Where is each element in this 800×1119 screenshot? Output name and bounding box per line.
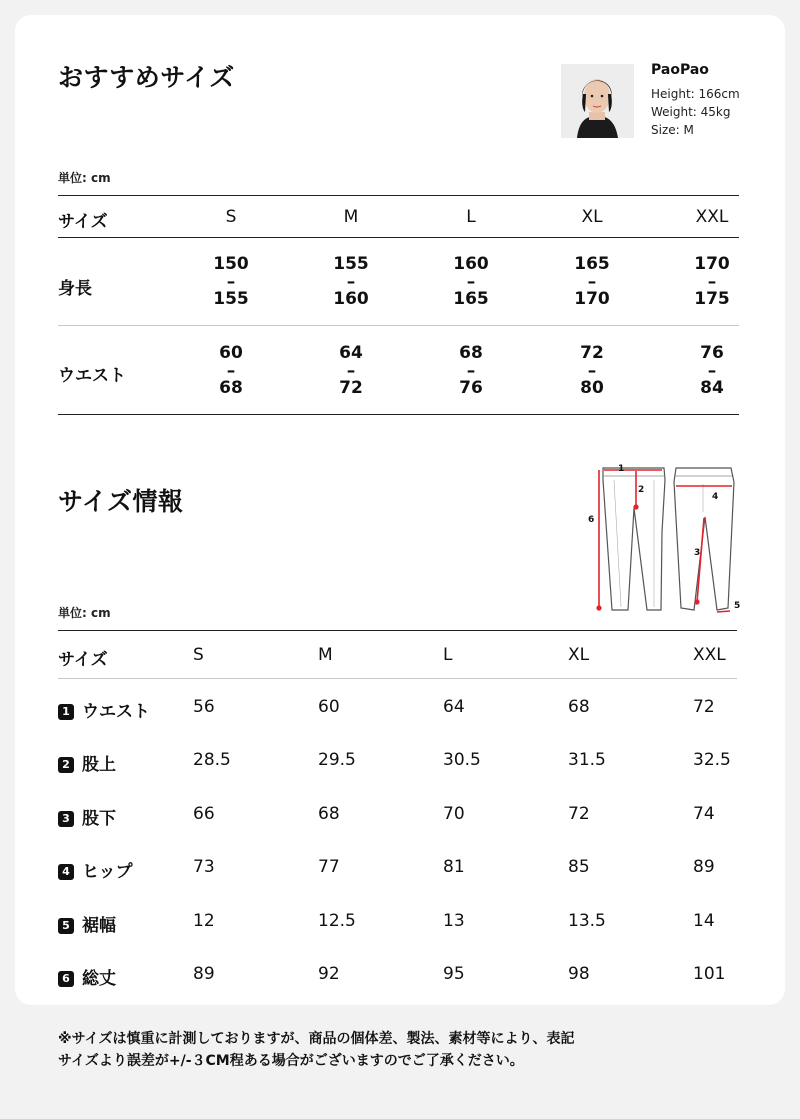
diagram-label-4: 4: [712, 492, 719, 502]
sizeinfo-unit: 単位: cm: [58, 606, 111, 620]
sizeinfo-row-label: [58, 857, 133, 882]
row-number-badge: 5: [58, 918, 74, 934]
sizeinfo-value-cell: 13.5: [568, 911, 606, 931]
sizeinfo-value-cell: 13: [443, 911, 465, 931]
sizeinfo-title: サイズ情報: [58, 487, 184, 516]
row-label-waist: ウエスト: [58, 366, 126, 386]
row-label-text: ウエスト: [82, 702, 150, 722]
diagram-label-1: 1: [618, 464, 625, 474]
sizeinfo-header-l: L: [443, 645, 453, 665]
sizeinfo-row-label: [58, 750, 116, 775]
sizeinfo-value-cell: 12.5: [318, 911, 356, 931]
sizeinfo-row-label: [58, 964, 116, 989]
height-range-xl: 165 – 170: [574, 254, 610, 309]
sizeinfo-header-xl: XL: [568, 645, 590, 665]
recommend-top-rule: [58, 195, 739, 196]
row-number-badge: 2: [58, 757, 74, 773]
sizeinfo-header-s: S: [193, 645, 204, 665]
waist-range-m: 64 – 72: [339, 343, 363, 398]
recommend-header-xl: XL: [581, 207, 603, 227]
sizeinfo-header-size: サイズ: [58, 650, 108, 670]
diagram-label-5: 5: [734, 601, 741, 611]
recommend-header-rule: [58, 237, 739, 238]
sizeinfo-value-cell: 56: [193, 697, 215, 717]
sizeinfo-value-cell: 68: [318, 804, 340, 824]
model-weight: Weight: 45kg: [651, 105, 731, 119]
model-name: PaoPao: [651, 62, 709, 78]
pants-back-outline: [674, 468, 734, 610]
sizeinfo-header-rule: [58, 678, 737, 679]
waist-range-l: 68 – 76: [459, 343, 483, 398]
sizeinfo-value-cell: 89: [193, 964, 215, 984]
diagram-label-6: 6: [588, 515, 595, 525]
row-label-text: 裾幅: [82, 916, 116, 936]
height-range-m: 155 – 160: [333, 254, 369, 309]
row-number-badge: 6: [58, 971, 74, 987]
sizeinfo-value-cell: 28.5: [193, 750, 231, 770]
sizeinfo-value-cell: 32.5: [693, 750, 731, 770]
row-number-badge: 1: [58, 704, 74, 720]
sizeinfo-row-label: [58, 804, 116, 829]
model-height: Height: 166cm: [651, 87, 740, 101]
sizeinfo-value-cell: 73: [193, 857, 215, 877]
sizeinfo-value-cell: 68: [568, 697, 590, 717]
sizeinfo-row-label: [58, 697, 150, 722]
diagram-label-3: 3: [694, 548, 701, 558]
sizeinfo-value-cell: 60: [318, 697, 340, 717]
sizeinfo-value-cell: 89: [693, 857, 715, 877]
recommend-header-l: L: [466, 207, 476, 227]
sizeinfo-top-rule: [58, 630, 737, 631]
recommend-unit: 単位: cm: [58, 171, 111, 185]
footnote-line-2: サイズより誤差が+/-３CM程ある場合がございますのでご了承ください。: [58, 1053, 524, 1069]
sizeinfo-value-cell: 72: [693, 697, 715, 717]
sizeinfo-value-cell: 101: [693, 964, 726, 984]
sizeinfo-value-cell: 92: [318, 964, 340, 984]
row-label-text: 総丈: [82, 969, 116, 989]
sizeinfo-value-cell: 77: [318, 857, 340, 877]
waist-range-s: 60 – 68: [219, 343, 243, 398]
sizeinfo-row-label: [58, 911, 116, 936]
row-number-badge: 4: [58, 864, 74, 880]
sizeinfo-value-cell: 85: [568, 857, 590, 877]
pants-front-outline: [603, 468, 665, 610]
row-number-badge: 3: [58, 811, 74, 827]
sizeinfo-value-cell: 70: [443, 804, 465, 824]
sizeinfo-header-m: M: [318, 645, 333, 665]
sizeinfo-value-cell: 72: [568, 804, 590, 824]
row-label-height: 身長: [58, 279, 92, 299]
sizeinfo-value-cell: 14: [693, 911, 715, 931]
sizeinfo-value-cell: 74: [693, 804, 715, 824]
recommend-header-s: S: [225, 207, 237, 227]
recommend-header-size: サイズ: [58, 212, 108, 232]
sizeinfo-header-xxl: XXL: [693, 645, 726, 665]
model-photo: [561, 64, 634, 138]
sizeinfo-value-cell: 31.5: [568, 750, 606, 770]
height-range-s: 150 – 155: [213, 254, 249, 309]
diagram-label-2: 2: [638, 485, 645, 495]
recommend-title: おすすめサイズ: [58, 63, 235, 92]
recommend-header-xxl: XXL: [695, 207, 729, 227]
sizeinfo-value-cell: 64: [443, 697, 465, 717]
waist-range-xxl: 76 – 84: [700, 343, 724, 398]
sizeinfo-value-cell: 98: [568, 964, 590, 984]
pants-measurement-diagram: [584, 462, 744, 620]
sizeinfo-value-cell: 95: [443, 964, 465, 984]
recommend-row-rule: [58, 325, 739, 326]
height-range-l: 160 – 165: [453, 254, 489, 309]
sizeinfo-value-cell: 81: [443, 857, 465, 877]
sizeinfo-value-cell: 12: [193, 911, 215, 931]
row-label-text: 股上: [82, 755, 116, 775]
sizeinfo-value-cell: 66: [193, 804, 215, 824]
footnote-line-1: ※サイズは慎重に計測しておりますが、商品の個体差、製法、素材等により、表記: [58, 1031, 575, 1047]
model-size: Size: M: [651, 123, 694, 137]
sizeinfo-value-cell: 30.5: [443, 750, 481, 770]
row-label-text: 股下: [82, 809, 116, 829]
row-label-text: ヒップ: [82, 862, 133, 882]
recommend-header-m: M: [343, 207, 359, 227]
sizeinfo-value-cell: 29.5: [318, 750, 356, 770]
waist-range-xl: 72 – 80: [580, 343, 604, 398]
recommend-bottom-rule: [58, 414, 739, 415]
height-range-xxl: 170 – 175: [694, 254, 730, 309]
